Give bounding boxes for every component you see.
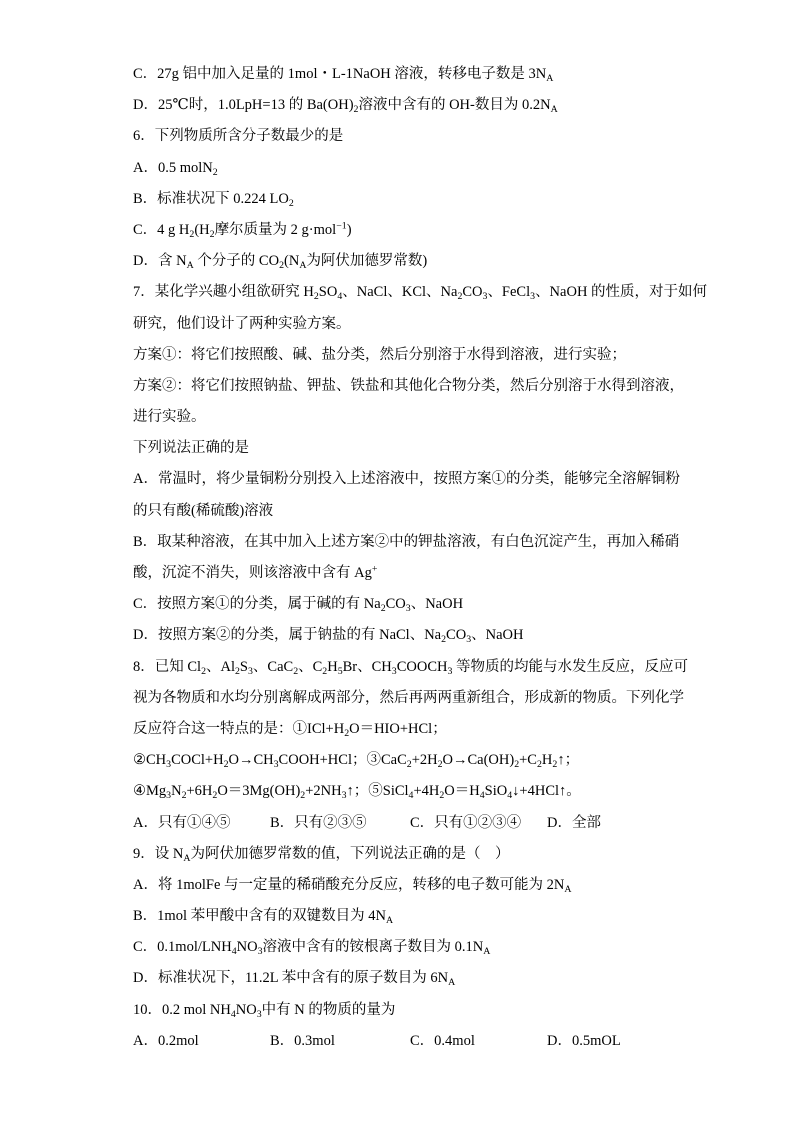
subscript: 2 xyxy=(406,758,412,770)
text-run: 、NaCl、KCl、Na xyxy=(342,284,458,301)
q6-option-c xyxy=(133,215,662,246)
text-run: 摩尔质量为 2 g·mol xyxy=(214,221,337,238)
subscript: 2 xyxy=(322,665,328,677)
text-run: 反应符合这一特点的是：①ICl+H xyxy=(133,720,345,737)
subscript: A xyxy=(564,883,572,895)
text-run: C．4 g H xyxy=(133,221,190,238)
stem-line xyxy=(133,683,684,714)
text-run: COOCH xyxy=(396,658,448,675)
text-run: +C xyxy=(519,752,537,769)
subscript: 3 xyxy=(466,634,472,646)
q7-plan-2 xyxy=(133,371,684,433)
subscript: 2 xyxy=(223,758,229,770)
subscript: 4 xyxy=(479,790,485,802)
stem-line xyxy=(133,745,662,776)
text-run: +2NH xyxy=(305,783,342,800)
text-run: COOH+HCl；③CaC xyxy=(278,752,407,769)
subscript: 2 xyxy=(209,228,215,240)
stem-line xyxy=(133,776,662,807)
q8-option-a: A．只有①④⑤ xyxy=(133,814,231,831)
q7-prompt xyxy=(133,433,662,464)
subscript: 2 xyxy=(300,790,306,802)
subscript: 2 xyxy=(212,166,218,178)
text-run: 9．设 N xyxy=(133,845,184,862)
subscript: 2 xyxy=(201,665,206,677)
q9-stem xyxy=(133,839,662,870)
text-run: D．25℃时，1.0LpH=13 的 Ba(OH) xyxy=(133,97,354,114)
q10-options xyxy=(133,1026,662,1057)
subscript: 2 xyxy=(439,790,445,802)
subscript: 3 xyxy=(256,1008,262,1020)
text-run: H xyxy=(327,658,338,675)
subscript: 3 xyxy=(447,665,453,677)
plan-line xyxy=(133,402,662,433)
text-run: +4H xyxy=(413,783,440,800)
text-run: A．将 1molFe 与一定量的稀硝酸充分反应，转移的电子数可能为 2N xyxy=(133,876,565,893)
text-run: 、NaOH xyxy=(410,596,464,613)
text-run: +2H xyxy=(411,752,438,769)
subscript: A xyxy=(385,914,394,926)
text-run: ) xyxy=(346,221,352,238)
text-run: 6．下列物质所含分子数最少的是 xyxy=(133,128,344,145)
text-run: CO xyxy=(385,596,406,613)
stem-line xyxy=(133,277,708,308)
text-run: 、NaOH 的性质，对于如何 xyxy=(535,284,708,301)
subscript: 2 xyxy=(552,758,558,770)
text-run: D．按照方案②的分类，属于钠盐的有 NaCl、Na xyxy=(133,627,442,644)
q10-stem xyxy=(133,995,662,1026)
text-run: 7．某化学兴趣小组欲研究 H xyxy=(133,284,314,301)
q7-option-d xyxy=(133,620,662,651)
q5-option-d xyxy=(133,90,662,121)
subscript: 4 xyxy=(230,1008,236,1020)
text-run: ②CH xyxy=(133,752,167,769)
text-run: B．1mol 苯甲酸中含有的双键数目为 4N xyxy=(133,908,386,925)
subscript: 2 xyxy=(212,790,218,802)
text-run: A．常温时，将少量铜粉分别投入上述溶液中，按照方案①的分类，能够完全溶解铜粉 xyxy=(133,471,680,488)
subscript: A xyxy=(183,852,191,864)
text-run: COCl+H xyxy=(171,752,224,769)
q8-option-b: B．只有②③⑤ xyxy=(270,814,367,831)
text-run: Br、CH xyxy=(342,658,392,675)
q7-plan-1 xyxy=(133,340,662,371)
text-run: 下列说法正确的是 xyxy=(133,440,249,457)
text-run: (H xyxy=(194,221,210,238)
subscript: 3 xyxy=(257,946,263,957)
q6-stem xyxy=(133,121,662,152)
text-run: 为阿伏加德罗常数的值，下列说法正确的是（ ） xyxy=(190,845,510,862)
text-run: NO xyxy=(235,1001,257,1018)
subscript: 2 xyxy=(235,665,240,677)
q9-option-d xyxy=(133,963,662,994)
text-run: 研究，他们设计了两种实验方案。 xyxy=(133,315,351,332)
text-run: B．取某种溶液，在其中加入上述方案②中的钾盐溶液，有白色沉淀产生，再加入稀硝 xyxy=(133,533,680,550)
text-run: 中有 N 的物质的量为 xyxy=(261,1001,396,1018)
q10-option-b: B．0.3mol xyxy=(270,1032,335,1049)
q9-option-c xyxy=(133,932,662,963)
text-run: 方案①：将它们按照酸、碱、盐分类，然后分别溶于水得到溶液，进行实验； xyxy=(133,346,626,363)
subscript: A xyxy=(550,103,558,115)
subscript: 2 xyxy=(279,259,285,271)
subscript: 3 xyxy=(248,665,253,677)
document-body xyxy=(133,59,708,1057)
text-run: 的只有酸(稀硫酸)溶液 xyxy=(133,502,274,519)
plan-line xyxy=(133,371,684,402)
q5-option-c xyxy=(133,59,662,90)
text-run: 、FeCl xyxy=(487,284,531,301)
subscript: 2 xyxy=(344,727,350,739)
q7-option-a xyxy=(133,464,680,526)
text-run: D．含 N xyxy=(133,253,187,270)
q10-option-a: A．0.2mol xyxy=(133,1032,199,1049)
subscript: 3 xyxy=(530,291,536,303)
subscript: A xyxy=(448,977,456,989)
text-run: SiO xyxy=(484,783,508,800)
subscript: 2 xyxy=(189,228,195,240)
text-run: CO xyxy=(446,627,467,644)
subscript: 2 xyxy=(293,665,299,677)
subscript: 3 xyxy=(341,790,347,802)
text-run: 酸，沉淀不消失，则该溶液中含有 Ag xyxy=(133,565,372,581)
subscript: 4 xyxy=(507,790,513,802)
q6-option-a xyxy=(133,153,662,184)
text-run: 进行实验。 xyxy=(133,409,206,426)
subscript: 2 xyxy=(313,291,319,303)
subscript: 4 xyxy=(408,790,414,802)
q7-stem xyxy=(133,277,708,339)
subscript: 2 xyxy=(181,790,187,802)
text-run: D．标准状况下，11.2L 苯中含有的原子数目为 6N xyxy=(133,970,449,987)
subscript: 3 xyxy=(482,291,488,303)
subscript: 4 xyxy=(337,291,343,303)
stem-line xyxy=(133,714,662,745)
q9-option-a xyxy=(133,870,662,901)
subscript: 3 xyxy=(391,665,397,677)
text-run: 、C xyxy=(298,658,323,675)
text-run: 、Al xyxy=(206,658,235,675)
text-run: 为阿伏加德罗常数) xyxy=(306,253,428,270)
subscript: 2 xyxy=(441,634,447,646)
q7-option-b xyxy=(133,527,680,589)
text-run: 、CaC xyxy=(252,658,294,675)
text-run: SO xyxy=(318,284,338,301)
option-line xyxy=(133,464,680,495)
text-run: 、NaOH xyxy=(471,627,524,644)
text-run: O＝HIO+HCl； xyxy=(349,720,447,737)
text-run: CO xyxy=(462,284,483,301)
subscript: A xyxy=(299,259,307,271)
subscript: 3 xyxy=(273,758,279,770)
subscript: 2 xyxy=(457,291,463,303)
text-run: 等物质的均能与水发生反应，反应可 xyxy=(452,658,689,675)
subscript: A xyxy=(546,72,554,84)
q8-options xyxy=(133,808,662,839)
q8-option-d: D．全部 xyxy=(547,814,601,831)
text-run: O→Ca(OH) xyxy=(442,752,515,769)
text-run: O＝H xyxy=(444,783,480,800)
text-run: (N xyxy=(284,253,300,270)
q7-option-c xyxy=(133,589,662,620)
text-run: O→CH xyxy=(228,752,274,769)
text-run: S xyxy=(239,658,248,675)
text-run: 视为各物质和水均分别离解成两部分，然后再两两重新组合，形成新的物质。下列化学 xyxy=(133,689,684,706)
text-run: +6H xyxy=(186,783,213,800)
text-run: C．27g 铝中加入足量的 1mol・L-1NaOH 溶液，转移电子数是 3N xyxy=(133,66,547,82)
text-run: 10．0.2 mol NH xyxy=(133,1001,231,1018)
q10-option-c: C．0.4mol xyxy=(410,1032,475,1049)
text-run: 个分子的 CO xyxy=(193,253,280,270)
q10-option-d: D．0.5mOL xyxy=(547,1032,621,1049)
subscript: 2 xyxy=(437,758,443,770)
subscript: 3 xyxy=(166,790,172,802)
text-run: B．标准状况下 0.224 LO xyxy=(133,190,289,207)
subscript: 2 xyxy=(353,103,359,115)
text-run: 溶液中含有的 OH-数目为 0.2N xyxy=(358,97,551,114)
text-run: ↓+4HCl↑。 xyxy=(512,783,581,800)
text-run: ↑； xyxy=(557,752,580,769)
text-run: C．按照方案①的分类，属于碱的有 Na xyxy=(133,596,381,613)
q8-option-c: C．只有①②③④ xyxy=(410,814,522,831)
text-run: N xyxy=(171,783,182,800)
subscript: 3 xyxy=(405,602,411,614)
option-line xyxy=(133,496,662,527)
subscript: 3 xyxy=(166,758,172,770)
text-run: A．0.5 molN xyxy=(133,159,213,176)
text-run: 方案②：将它们按照钠盐、钾盐、铁盐和其他化合物分类，然后分别溶于水得到溶液， xyxy=(133,377,684,394)
q9-option-b xyxy=(133,901,662,932)
q6-option-b xyxy=(133,184,662,215)
stem-line xyxy=(133,309,662,340)
subscript: A xyxy=(483,946,491,957)
text-run: 溶液中含有的铵根离子数目为 0.1N xyxy=(262,939,484,956)
subscript: 2 xyxy=(380,602,386,614)
text-run: O＝3Mg(OH) xyxy=(217,783,301,800)
option-line xyxy=(133,527,680,558)
text-run: ④Mg xyxy=(133,783,167,800)
superscript: −1 xyxy=(336,220,347,232)
subscript: 2 xyxy=(536,758,542,770)
option-line xyxy=(133,558,662,589)
q6-option-d xyxy=(133,246,662,277)
subscript: 4 xyxy=(231,946,237,957)
text-run: ↑；⑤SiCl xyxy=(346,783,409,800)
text-run: H xyxy=(541,752,553,769)
text-run: 8．已知 Cl xyxy=(133,658,202,675)
text-run: NO xyxy=(236,939,258,956)
text-run: C．0.1mol/LNH xyxy=(133,939,232,956)
subscript: 2 xyxy=(514,758,520,770)
q8-stem xyxy=(133,652,689,808)
subscript: 2 xyxy=(288,197,294,209)
stem-line xyxy=(133,652,689,683)
subscript: 5 xyxy=(337,665,343,677)
subscript: A xyxy=(186,259,194,271)
superscript: + xyxy=(371,563,378,575)
